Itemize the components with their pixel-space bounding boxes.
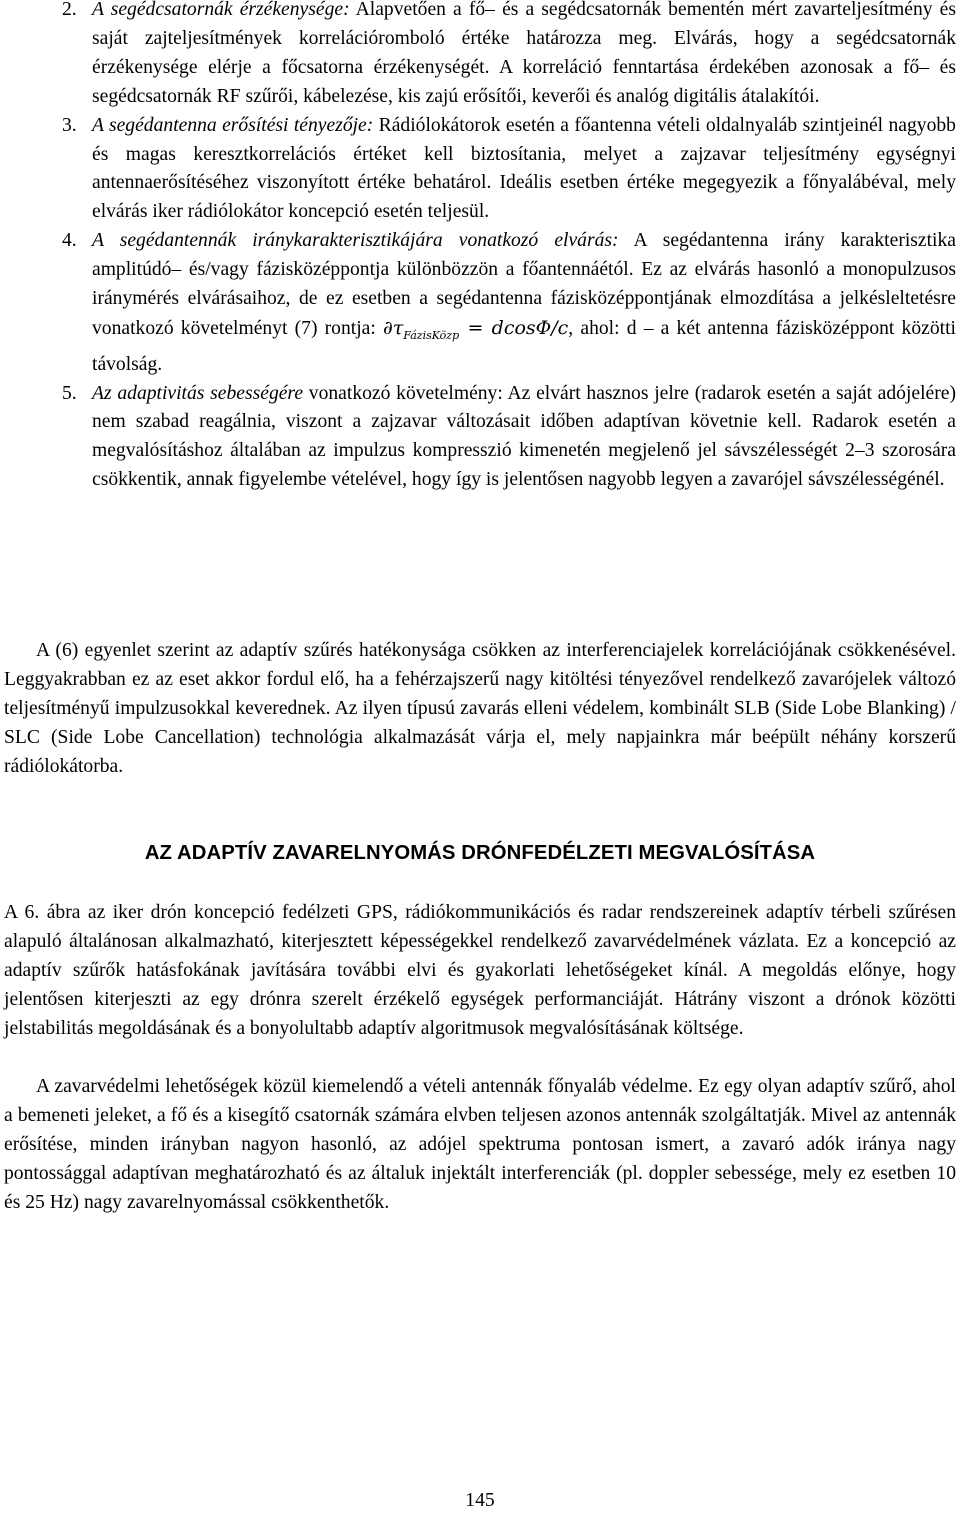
list-item-title: A segédantennák iránykarakterisztikájára vonatkozó elvárás: (92, 230, 619, 252)
list-item-number: 5. (62, 382, 77, 404)
requirements-list (62, 0, 957, 495)
list-item-number: 4. (62, 230, 77, 252)
list-item (62, 227, 956, 379)
section-heading: AZ ADAPTÍV ZAVARELNYOMÁS DRÓNFEDÉLZETI MEGVALÓSÍTÁSA (144, 842, 816, 864)
list-item (62, 380, 956, 496)
list-item-text: A segédantenna irány karakterisztika amplitúdó– és/vagy fázisközéppontja különbözzön a főantennáétól. Ez az elvárás hasonló a monopulzusos iránymérés elvárásaihoz, de ez esetben a segédantenna fázisközéppontjának elmozdítása a jelkésleltetésre vonatkozó követelményt (7) rontja: (92, 230, 956, 339)
list-item-title: Az adaptivitás sebességére (92, 382, 304, 404)
paragraph-after-list: A (6) egyenlet szerint az adaptív szűrés hatékonysága csökken az interferenciajelek korrelációjának csökkenésével. Leggyakrabban ez az eset akkor fordul elő, ha a fehérzajszerű nagy kitöltési tényezővel rendelkező zavarójelek változó teljesítményű impulzusokkal keverednek. Az ilyen típusú zavarás elleni védelem, kombinált SLB (Side Lobe Blanking) / SLC (Side Lobe Cancellation) technológia alkalmazását várja el, mely napjainkra már beépült néhány korszerű rádiólokátorba. (4, 640, 956, 777)
list-item-title: A segédcsatornák érzékenysége: (92, 0, 350, 20)
list-item (62, 0, 957, 112)
list-item-text-after: , ahol: d – a két antenna fázisközéppont közötti távolság. (92, 317, 956, 375)
phase-center-formula: $\partial\tau_{FázisKözp} = dcos\Phi/c$ (382, 316, 569, 342)
list-item-text: Rádiólokátorok esetén a főantenna vételi oldalnyaláb szintjeinél nagyobb és magas keresztkorrelációs értéket kell biztosítania, melyet a zajzavar teljesítmény egységnyi antennaerősítéséhez viszonyított értéke behatárol. Ideális esetben értéke megegyezik a főnyalábéval, mely elvárás iker rádiólokátor koncepció esetén teljesül. (92, 114, 956, 223)
list-item (62, 112, 956, 228)
section-paragraph: A zavarvédelmi lehetőségek közül kiemelendő a vételi antennák főnyaláb védelme. Ez egy olyan adaptív szűrő, ahol a bemeneti jeleket, a fő és a kisegítő csatornák számára elvben teljesen azonos antennák szolgáltatják. Mivel az antennák erősítése, minden irányban nagyon hasonló, az adójel spektruma pontosan ismert, a zavaró adók iránya nagy pontossággal adaptívan meghatározható és az általuk injektált interferenciák (pl. doppler sebessége, mely ez esetben 10 és 25 Hz) nagy zavarelnyomással csökkenthetők. (4, 1076, 956, 1213)
list-item-number: 2. (62, 0, 77, 20)
section-paragraph: A 6. ábra az iker drón koncepció fedélzeti GPS, rádiókommunikációs és radar rendszereinek adaptív térbeli szűrésen alapuló általánosan alkalmazható, kiterjesztett képességekkel rendelkező zavarvédelmének vázlata. Ez a koncepció az adaptív szűrők hatásfokának javítására további elvi és gyakorlati lehetőségeket kínál. A megoldás előnye, hogy jelentősen kiterjeszti az egy drónra szerelt érzékelő egységek performanciáját. Hátrány viszont a drónok közötti jelstabilitás megoldásának és a bonyolultabb adaptív algoritmusok megvalósításának költsége. (4, 902, 956, 1039)
list-item-text: Alapvetően a fő– és a segédcsatornák bementén mért zavarteljesítmény és saját zajteljesítmények korrelációromboló értéke határozza meg. Elvárás, hogy a segédcsatornák érzékenysége elérje a főcsatorna érzékenységét. A korreláció fenntartása érdekében azonosak a fő– és segédcsatornák RF szűrői, kábelezése, kis zajú erősítői, keverői és analóg digitális átalakítói. (92, 0, 957, 107)
list-item-text: vonatkozó követelmény: Az elvárt hasznos jelre (radarok esetén a saját adójelére) nem szabad reagálnia, viszont a zajzavar változásait időben adaptívan követnie kell. Radarok esetén a megvalósításhoz általában az impulzus kompresszió kimenetén megjelenő jel sávszélességét 2–3 szorosára csökkentik, annak figyelembe vételével, hogy így is jelentősen nagyobb legyen a zavarójel sávszélességénél. (92, 382, 956, 491)
list-item-number: 3. (62, 114, 77, 136)
list-item-title: A segédantenna erősítési tényezője: (92, 114, 374, 136)
page-number: 145 (465, 1490, 495, 1511)
